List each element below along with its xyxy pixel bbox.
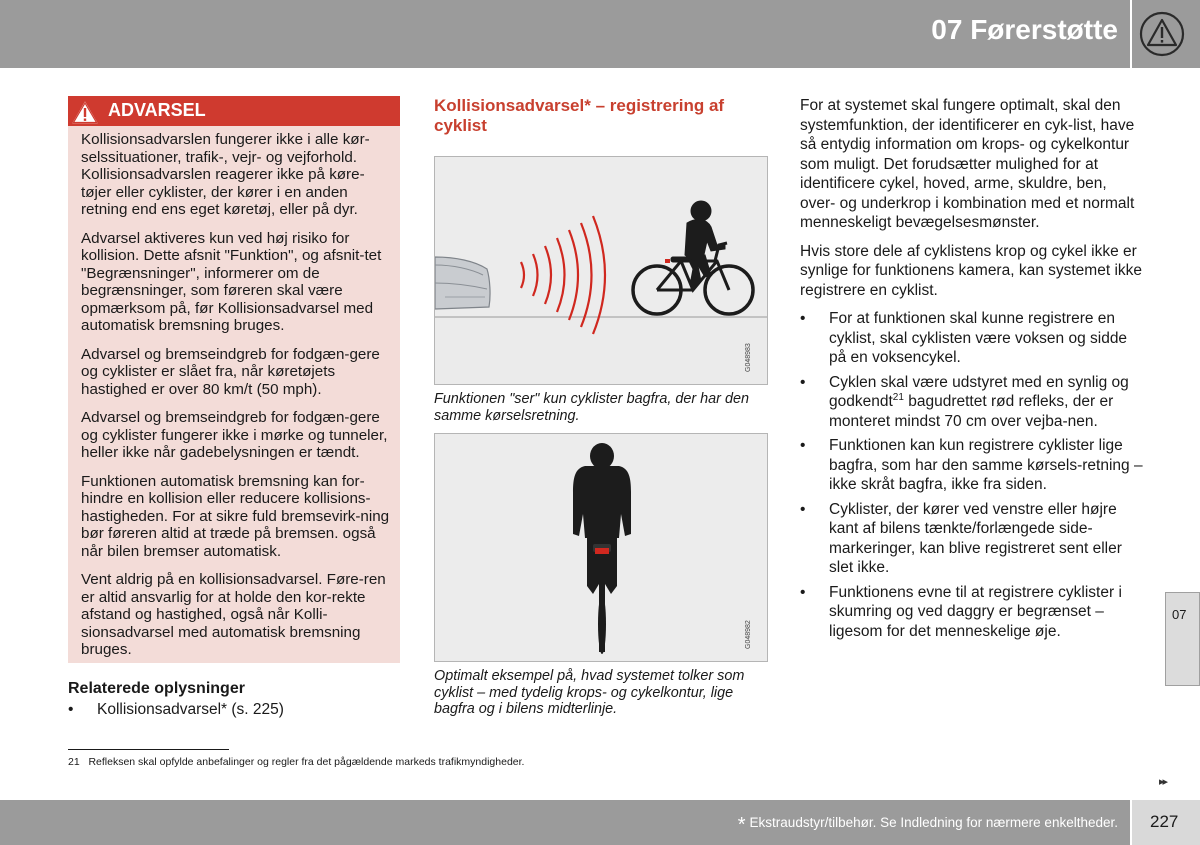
footer-note-text: Ekstraudstyr/tilbehør. Se Indledning for nærmere enkeltheder. (749, 815, 1118, 830)
list-item-text: bagudrettet rød refleks, der er monteret mindst 70 cm over vejba-nen. (829, 393, 1114, 430)
list-item (800, 309, 1145, 368)
rear-reflector (595, 548, 609, 554)
footnote-number: 21 (68, 756, 80, 768)
section-title: Kollisionsadvarsel* – registrering af cyklist (434, 96, 725, 135)
figure-caption: Optimalt eksempel på, hvad systemet tolker som cyklist – med tydelig krops- og cykelkontur, lige bagfra og i bilens midterlinje. (434, 668, 745, 717)
footnote-divider (68, 749, 229, 750)
list-item-text: Funktionen kan kun registrere cyklister lige bagfra, som har den samme kørsels-retning – ikke skråt bagfra, ikke fra siden. (829, 437, 1143, 493)
footnote (68, 756, 524, 768)
chapter-title: 07 Førerstøtte (931, 14, 1118, 45)
figure-code: G048982 (745, 620, 752, 649)
bullet: • (800, 373, 806, 391)
list-item-text: Cyklister, der kører ved venstre eller højre kant af bilens tænkte/forlængede side-markeringer, kan blive registreret sent eller slet ikke. (829, 500, 1122, 576)
bullet: • (800, 437, 806, 454)
related-link-label: Kollisionsadvarsel* (s. 225) (97, 701, 284, 718)
cyclist-side-illustration (435, 157, 767, 384)
footnote-text: Refleksen skal opfylde anbefalinger og regler fra det pågældende markeds trafikmyndigheder. (88, 756, 525, 768)
page-number: 227 (1150, 812, 1179, 831)
figure-code: G048983 (745, 343, 752, 372)
warning-paragraph: Funktionen automatisk bremsning kan for-hindre en kollision eller reducere kollisions-hastigheden. For at sikre fuld bremsevirk-ning bør føreren altid at træde på bremsen. også når bilen bremser automatisk. (81, 472, 390, 560)
warning-paragraph: Kollisionsadvarslen fungerer ikke i alle kør-selssituationer, trafik-, vejr- og vejforhold. Kollisionsadvarslen reagerer ikke på køre-tøjer eller cyklister, der kører i en anden retning end ens eget køretøj, eller på dyr. (81, 131, 370, 218)
footnote-ref[interactable]: 21 (892, 391, 904, 403)
chapter-side-tab[interactable]: 07 (1165, 592, 1200, 686)
asterisk-icon: * (737, 814, 746, 836)
next-page-arrows-icon[interactable]: ▸▸ (1159, 776, 1167, 788)
bullet: • (800, 500, 806, 518)
list-item-text: Cyklen skal være udstyret med en synlig og godkendt (829, 373, 1129, 410)
figure-caption: Funktionen "ser" kun cyklister bagfra, der har den samme kørselsretning. (434, 391, 749, 424)
paragraph: For at systemet skal fungere optimalt, skal den systemfunktion, der identificerer en cyk-list, have så entydig information om krops- og cykelkontur som muligt. Det forudsætter mulighed for at identificere cykel, hoved, arme, skuldre, ben, over- og underkrop i kombination med et normalt menneskeligt bevægelsesmønster. (800, 97, 1135, 231)
figure-cyclist-rear (434, 433, 768, 662)
related-info-title: Relaterede oplysninger (68, 680, 245, 697)
warning-paragraph: Advarsel og bremseindgreb for fodgæn-gere og cyklister er slået fra, når køretøjets hastighed er over 80 km/t (50 mph). (81, 345, 380, 398)
right-column (800, 96, 1145, 646)
warning-title: ADVARSEL (108, 100, 206, 120)
rear-reflector (665, 259, 670, 263)
list-item (800, 373, 1145, 432)
warning-paragraph: Vent aldrig på en kollisionsadvarsel. Føre-ren er altid ansvarlig for at holde den kor-rekte afstand og hastighed, også når Kolli-sionsadvarsel med automatisk bremsning bruges. (81, 571, 386, 658)
list-item-text: For at funktionen skal kunne registrere en cyklist, skal cyklisten være voksen og sidde på en voksencykel. (829, 310, 1128, 366)
cyclist-rear-illustration (435, 434, 767, 661)
requirements-list (800, 309, 1145, 641)
bullet: • (68, 701, 74, 718)
bullet: • (800, 583, 806, 601)
figure-cyclist-side (434, 156, 768, 385)
list-item (800, 436, 1145, 495)
warning-triangle-circle-icon (1138, 10, 1186, 58)
list-item (800, 583, 1145, 642)
paragraph: Hvis store dele af cyklistens krop og cykel ikke er synlige for funktionens kamera, kan systemet ikke registrere en cyklist. (800, 242, 1143, 299)
warning-body (81, 131, 393, 670)
list-item (800, 500, 1145, 578)
list-item-text: Funktionens evne til at registrere cyklister i skumring og ved daggry er begrænset – ligesom for det menneskelige øje. (829, 583, 1122, 640)
related-link[interactable] (68, 701, 284, 719)
warning-paragraph: Advarsel og bremseindgreb for fodgæn-gere og cyklister fungerer ikke i mørke og tunneler, heller ikke når gadebelysningen er tændt. (81, 409, 388, 461)
bullet: • (800, 310, 806, 327)
warning-triangle-icon (69, 98, 101, 126)
warning-paragraph: Advarsel aktiveres kun ved høj risiko for kollision. Dette afsnit "Funktion", og afsnit-tet "Begrænsninger", informerer om de begrænsninger, som føreren skal være opmærksom på, før Kollisionsadvarsel med automatisk bremsning bruges. (81, 229, 382, 334)
footer-note (738, 814, 1118, 837)
